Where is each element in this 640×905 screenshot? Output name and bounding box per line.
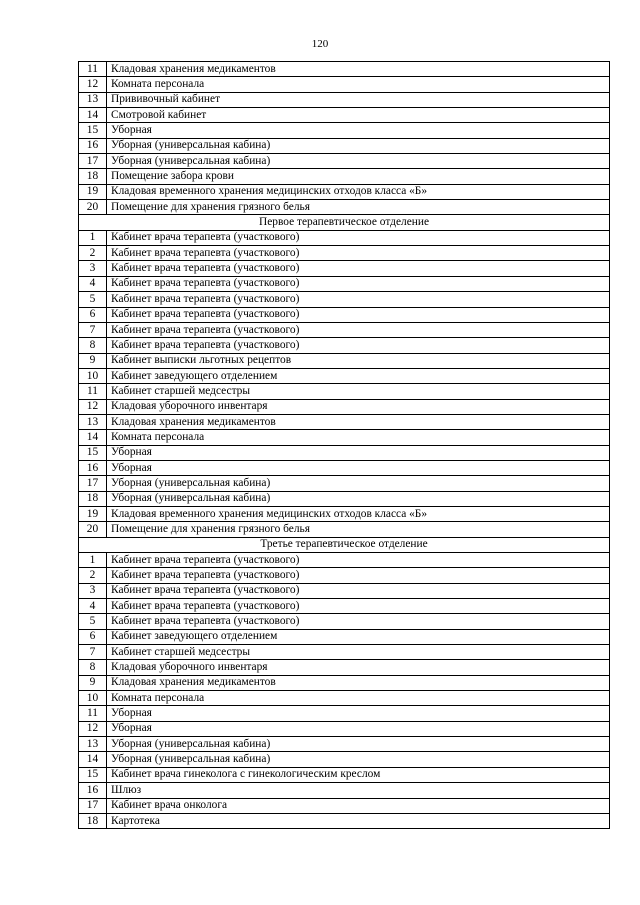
table-row bbox=[79, 108, 610, 123]
table-row bbox=[79, 599, 610, 614]
room-name: Кладовая хранения медикаментов bbox=[107, 675, 610, 690]
table-row bbox=[79, 154, 610, 169]
table-row bbox=[79, 645, 610, 660]
row-number: 16 bbox=[79, 138, 107, 153]
table-row bbox=[79, 783, 610, 798]
room-name: Кабинет врача терапевта (участкового) bbox=[107, 553, 610, 568]
row-number: 20 bbox=[79, 200, 107, 215]
table-row bbox=[79, 491, 610, 506]
room-name: Помещение забора крови bbox=[107, 169, 610, 184]
row-number: 6 bbox=[79, 307, 107, 322]
row-number: 4 bbox=[79, 599, 107, 614]
room-name: Помещение для хранения грязного белья bbox=[107, 522, 610, 537]
table-row bbox=[79, 798, 610, 813]
table-row bbox=[79, 721, 610, 736]
room-name: Кабинет заведующего отделением bbox=[107, 368, 610, 383]
room-name: Уборная (универсальная кабина) bbox=[107, 737, 610, 752]
row-number: 19 bbox=[79, 184, 107, 199]
row-number: 10 bbox=[79, 368, 107, 383]
room-name: Уборная bbox=[107, 123, 610, 138]
row-number: 8 bbox=[79, 660, 107, 675]
row-number: 15 bbox=[79, 123, 107, 138]
row-number: 12 bbox=[79, 721, 107, 736]
row-number: 9 bbox=[79, 353, 107, 368]
row-number: 13 bbox=[79, 92, 107, 107]
table-row bbox=[79, 767, 610, 782]
table-row bbox=[79, 77, 610, 92]
row-number: 20 bbox=[79, 522, 107, 537]
row-number: 1 bbox=[79, 230, 107, 245]
row-number: 11 bbox=[79, 62, 107, 77]
section-title: Первое терапевтическое отделение bbox=[79, 215, 610, 230]
room-name: Комната персонала bbox=[107, 77, 610, 92]
row-number: 15 bbox=[79, 445, 107, 460]
row-number: 13 bbox=[79, 737, 107, 752]
room-name: Кладовая хранения медикаментов bbox=[107, 62, 610, 77]
table-row bbox=[79, 246, 610, 261]
room-name: Уборная (универсальная кабина) bbox=[107, 138, 610, 153]
table-row bbox=[79, 629, 610, 644]
table-row bbox=[79, 476, 610, 491]
table-row bbox=[79, 169, 610, 184]
row-number: 16 bbox=[79, 783, 107, 798]
row-number: 17 bbox=[79, 798, 107, 813]
row-number: 5 bbox=[79, 292, 107, 307]
room-name: Кабинет врача терапевта (участкового) bbox=[107, 261, 610, 276]
room-name: Кладовая временного хранения медицинских отходов класса «Б» bbox=[107, 506, 610, 521]
row-number: 8 bbox=[79, 338, 107, 353]
room-name: Кабинет врача гинеколога с гинекологическим креслом bbox=[107, 767, 610, 782]
table-row bbox=[79, 353, 610, 368]
room-name: Кабинет врача терапевта (участкового) bbox=[107, 338, 610, 353]
table-row bbox=[79, 583, 610, 598]
table-row bbox=[79, 706, 610, 721]
table-row bbox=[79, 737, 610, 752]
row-number: 5 bbox=[79, 614, 107, 629]
row-number: 13 bbox=[79, 414, 107, 429]
row-number: 14 bbox=[79, 108, 107, 123]
table-row bbox=[79, 430, 610, 445]
room-name: Уборная bbox=[107, 460, 610, 475]
row-number: 19 bbox=[79, 506, 107, 521]
table-row bbox=[79, 62, 610, 77]
room-name: Смотровой кабинет bbox=[107, 108, 610, 123]
row-number: 15 bbox=[79, 767, 107, 782]
row-number: 12 bbox=[79, 77, 107, 92]
page-number: 120 bbox=[311, 38, 329, 50]
room-name: Кабинет врача терапевта (участкового) bbox=[107, 230, 610, 245]
table-row bbox=[79, 261, 610, 276]
room-name: Уборная bbox=[107, 721, 610, 736]
row-number: 6 bbox=[79, 629, 107, 644]
row-number: 17 bbox=[79, 476, 107, 491]
table-row bbox=[79, 200, 610, 215]
table-row bbox=[79, 92, 610, 107]
table-row bbox=[79, 322, 610, 337]
room-name: Кабинет врача терапевта (участкового) bbox=[107, 276, 610, 291]
room-name: Кабинет врача терапевта (участкового) bbox=[107, 292, 610, 307]
table-row bbox=[79, 414, 610, 429]
room-name: Кабинет врача терапевта (участкового) bbox=[107, 246, 610, 261]
room-name: Комната персонала bbox=[107, 691, 610, 706]
room-name: Кабинет врача терапевта (участкового) bbox=[107, 322, 610, 337]
row-number: 2 bbox=[79, 568, 107, 583]
room-name: Уборная (универсальная кабина) bbox=[107, 491, 610, 506]
table-row bbox=[79, 338, 610, 353]
table-row bbox=[79, 460, 610, 475]
table-row bbox=[79, 553, 610, 568]
row-number: 7 bbox=[79, 322, 107, 337]
room-name: Кабинет врача онколога bbox=[107, 798, 610, 813]
table-row bbox=[79, 691, 610, 706]
room-name: Кабинет старшей медсестры bbox=[107, 384, 610, 399]
table-row bbox=[79, 675, 610, 690]
room-name: Уборная (универсальная кабина) bbox=[107, 752, 610, 767]
table-row bbox=[79, 660, 610, 675]
row-number: 2 bbox=[79, 246, 107, 261]
row-number: 18 bbox=[79, 169, 107, 184]
row-number: 14 bbox=[79, 430, 107, 445]
room-name: Уборная bbox=[107, 445, 610, 460]
table-row bbox=[79, 522, 610, 537]
table-row bbox=[79, 184, 610, 199]
table-row bbox=[79, 384, 610, 399]
row-number: 9 bbox=[79, 675, 107, 690]
section-title: Третье терапевтическое отделение bbox=[79, 537, 610, 552]
table-row bbox=[79, 230, 610, 245]
row-number: 18 bbox=[79, 491, 107, 506]
row-number: 3 bbox=[79, 583, 107, 598]
room-name: Уборная (универсальная кабина) bbox=[107, 154, 610, 169]
row-number: 1 bbox=[79, 553, 107, 568]
room-name: Помещение для хранения грязного белья bbox=[107, 200, 610, 215]
table-row bbox=[79, 123, 610, 138]
table-row bbox=[79, 276, 610, 291]
row-number: 16 bbox=[79, 460, 107, 475]
rooms-table bbox=[78, 61, 610, 829]
room-name: Комната персонала bbox=[107, 430, 610, 445]
room-name: Уборная (универсальная кабина) bbox=[107, 476, 610, 491]
room-name: Кладовая хранения медикаментов bbox=[107, 414, 610, 429]
table-row bbox=[79, 445, 610, 460]
room-name: Кабинет выписки льготных рецептов bbox=[107, 353, 610, 368]
room-name: Кладовая уборочного инвентаря bbox=[107, 399, 610, 414]
room-name: Кладовая временного хранения медицинских отходов класса «Б» bbox=[107, 184, 610, 199]
row-number: 14 bbox=[79, 752, 107, 767]
table-row bbox=[79, 292, 610, 307]
room-name: Кабинет врача терапевта (участкового) bbox=[107, 599, 610, 614]
section-header-row bbox=[79, 215, 610, 230]
rooms-table-body bbox=[79, 62, 610, 829]
table-row bbox=[79, 813, 610, 828]
row-number: 10 bbox=[79, 691, 107, 706]
row-number: 3 bbox=[79, 261, 107, 276]
table-row bbox=[79, 399, 610, 414]
table-row bbox=[79, 506, 610, 521]
room-name: Шлюз bbox=[107, 783, 610, 798]
table-row bbox=[79, 568, 610, 583]
row-number: 18 bbox=[79, 813, 107, 828]
table-row bbox=[79, 614, 610, 629]
room-name: Кабинет врача терапевта (участкового) bbox=[107, 307, 610, 322]
room-name: Кабинет врача терапевта (участкового) bbox=[107, 568, 610, 583]
room-name: Кабинет старшей медсестры bbox=[107, 645, 610, 660]
table-row bbox=[79, 368, 610, 383]
room-name: Кабинет заведующего отделением bbox=[107, 629, 610, 644]
row-number: 11 bbox=[79, 706, 107, 721]
row-number: 12 bbox=[79, 399, 107, 414]
row-number: 4 bbox=[79, 276, 107, 291]
table-row bbox=[79, 752, 610, 767]
table-row bbox=[79, 138, 610, 153]
room-name: Уборная bbox=[107, 706, 610, 721]
row-number: 7 bbox=[79, 645, 107, 660]
room-name: Картотека bbox=[107, 813, 610, 828]
table-row bbox=[79, 307, 610, 322]
section-header-row bbox=[79, 537, 610, 552]
room-name: Кабинет врача терапевта (участкового) bbox=[107, 614, 610, 629]
room-name: Кабинет врача терапевта (участкового) bbox=[107, 583, 610, 598]
room-name: Прививочный кабинет bbox=[107, 92, 610, 107]
row-number: 17 bbox=[79, 154, 107, 169]
row-number: 11 bbox=[79, 384, 107, 399]
room-name: Кладовая уборочного инвентаря bbox=[107, 660, 610, 675]
